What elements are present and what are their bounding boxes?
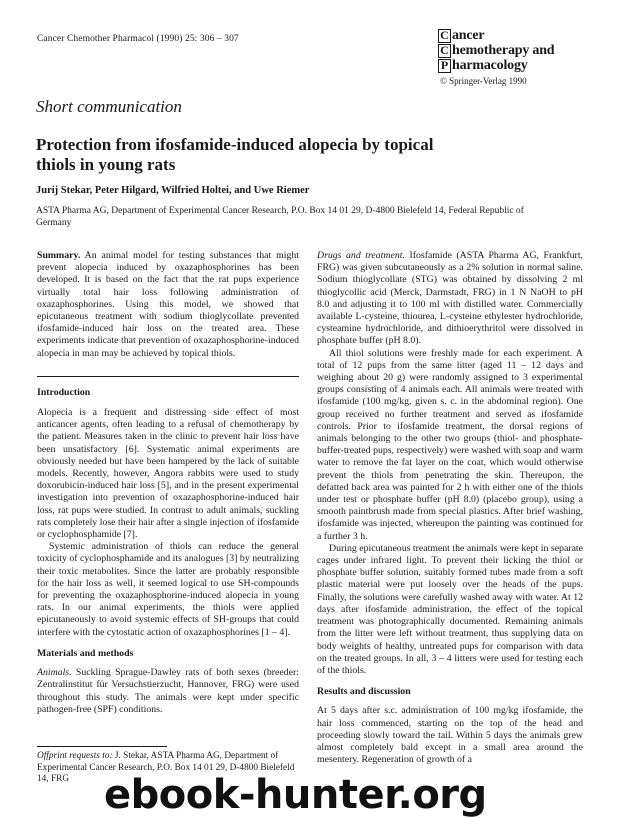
animals-text: Suckling Sprague-Dawley rats of both sexes (breeder: Zentralinstitut für Versuchstierzucht, Hannover, FRG) were used throughout this study. The animals were kept under specific pathogen-free (SPF) conditions. (37, 667, 299, 715)
left-column (37, 250, 299, 716)
footnote-text: J. Stekar, ASTA Pharma AG, Department of Experimental Cancer Research, P.O. Box 14 01 29, D-4800 Bielefeld 14, FRG (37, 751, 295, 784)
methods-paragraph-3: During epicutaneous treatment the animals were kept in separate cages under infrared light. To prevent their licking the thiol or phosphate buffer solution, suitably formed tubes made from a soft plastic material were put loosely over the heads of the pups. Finally, the solutions were carefully washed away with water. At 12 days after ifosfamide administration, the effect of the topical treatment was photographically documented. Remaining animals from the litter were left without treatment, thus supplying data on body weights of healthy, untreated pups for comparison with data on the treated groups. In all, 3 – 4 litters were used for testing each of the thiols. (317, 542, 583, 676)
animals-label: Animals. (37, 667, 72, 679)
logo-word-cancer: ancer (452, 28, 485, 43)
copyright: © Springer-Verlag 1990 (440, 76, 527, 86)
logo-word-pharmacology: harmacology (452, 58, 528, 73)
introduction-paragraph-1: Alopecia is a frequent and distressing side effect of most anticancer agents, often leading to a refusal of chemotherapy by the patient. Measures taken in the clinic to prevent hair loss have been unsatisfactory [6]. Systematic animal experiments are obviously needed but have been hampered by the lack of suitable models. Recently, however, Angora rabbits were used to study doxorubicin-induced hair loss [5], and in the present experimental investigation into prevention of oxazaphosphorine-induced hair loss, rat pups were studied. In contrast to adult animals, suckling rats completely lose their hair after a single injection of ifosfamide or cyclophosphamide [7]. (37, 407, 299, 541)
results-heading: Results and discussion (317, 686, 411, 698)
summary-paragraph (37, 250, 299, 360)
summary-divider (37, 376, 299, 377)
affiliation: ASTA Pharma AG, Department of Experimental Cancer Research, P.O. Box 14 01 29, D-4800 Bielefeld 14, Federal Republic of Germany (36, 206, 524, 228)
logo-letter-c1: C (438, 29, 451, 43)
drugs-text: Ifosfamide (ASTA Pharma AG, Frankfurt, FRG) was given subcutaneously as a 2% solution in normal saline. Sodium thioglycollate (STG) was obtained by dissolving 2 ml thioglycollic acid (Merck, Darmstadt, FRG) in 1 N NaOH to pH 8.0 and adjusting it to 100 ml with distilled water. Commercially available L-cysteine, thiourea, L-cysteine ethylester hydrochloride, cysteamine hydrochloride, and dithioerythritol were dissolved in phosphate buffer (pH 8.0). (317, 250, 583, 347)
footnote-label: Offprint requests to: (37, 751, 113, 761)
summary-label: Summary. (37, 250, 81, 261)
right-column (317, 250, 583, 766)
watermark: ebook-hunter.org (104, 772, 487, 818)
article-title: Protection from ifosfamide-induced alopecia by topical thiols in young rats (36, 135, 434, 174)
section-label: Short communication (36, 97, 182, 116)
logo-letter-p: P (438, 59, 451, 73)
drugs-label: Drugs and treatment. (317, 250, 405, 261)
logo-word-chemotherapy: hemotherapy and (452, 43, 555, 58)
methods-paragraph-2: All thiol solutions were freshly made for each experiment. A total of 12 pups from the same litter (aged 11 – 12 days and weighing about 20 g) were randomly assigned to 3 experimental groups consisting of 4 animals each. All animals were treated with ifosfamide (100 mg/kg, given s. c. in the abdominal region). One group received no further treatment and served as ifosfamide controls. Prior to ifosfamide treatment, the dorsal regions of animals belonging to the other two groups (thiol- and phosphate-buffer-treated pups, respectively) were washed with soap and warm water to remove the fat layer on the coat, which would otherwise prevent the thiols from penetrating the skin. Thereupon, the defatted back area was painted for 2 h with either one of the thiols under test or phosphate buffer (pH 8.0) (placebo group), using a smooth paintbrush made from special plastics. After brief washing, ifosfamide was injected, whereupon the painting was continued for a further 3 h. (317, 347, 583, 542)
drugs-paragraph (317, 250, 583, 348)
animals-paragraph (37, 667, 299, 716)
methods-heading: Materials and methods (37, 647, 134, 659)
logo-letter-c2: C (438, 44, 451, 58)
summary-text: An animal model for testing substances that might prevent alopecia induced by oxazaphosphorines has been developed. It is based on the fact that the rat pups experience virtually total hair loss following administration of oxazaphosphorines. Using this model, we showed that epicutaneous treatment with sodium thioglycollate prevented ifosfamide-induced hair loss on the treated area. These experiments indicate that prevention of oxazaphosphorine-induced alopecia in man may be achieved by topical thiols. (37, 250, 299, 359)
journal-citation: Cancer Chemother Pharmacol (1990) 25: 306 – 307 (37, 34, 239, 44)
authors: Jurij Stekar, Peter Hilgard, Wilfried Holtei, and Uwe Riemer (36, 185, 310, 196)
footnote-divider (37, 746, 167, 747)
introduction-heading: Introduction (37, 386, 91, 398)
introduction-paragraph-2: Systemic administration of thiols can reduce the general toxicity of cyclophosphamide and its analogues [3] by neutralizing their toxic metabolites. Since the latter are probably responsible for the hair loss as well, it seemed logical to use SH-compounds for preventing the oxazaphosphorine-induced alopecia in young rats. In our animal experiments, the thiols were applied epicutaneously to avoid systemic effects of SH-groups that could interfere with the cytostatic action of oxazaphosphorines [1 – 4]. (37, 541, 299, 638)
journal-logo (438, 28, 598, 86)
results-paragraph: At 5 days after s.c. administration of 100 mg/kg ifosfamide, the hair loss commenced, starting on the top of the head and proceeding slowly toward the tail. Within 5 days the animals grew almost completely bald except in a small area around the mesentery. Regeneration of growth of a (317, 705, 583, 766)
